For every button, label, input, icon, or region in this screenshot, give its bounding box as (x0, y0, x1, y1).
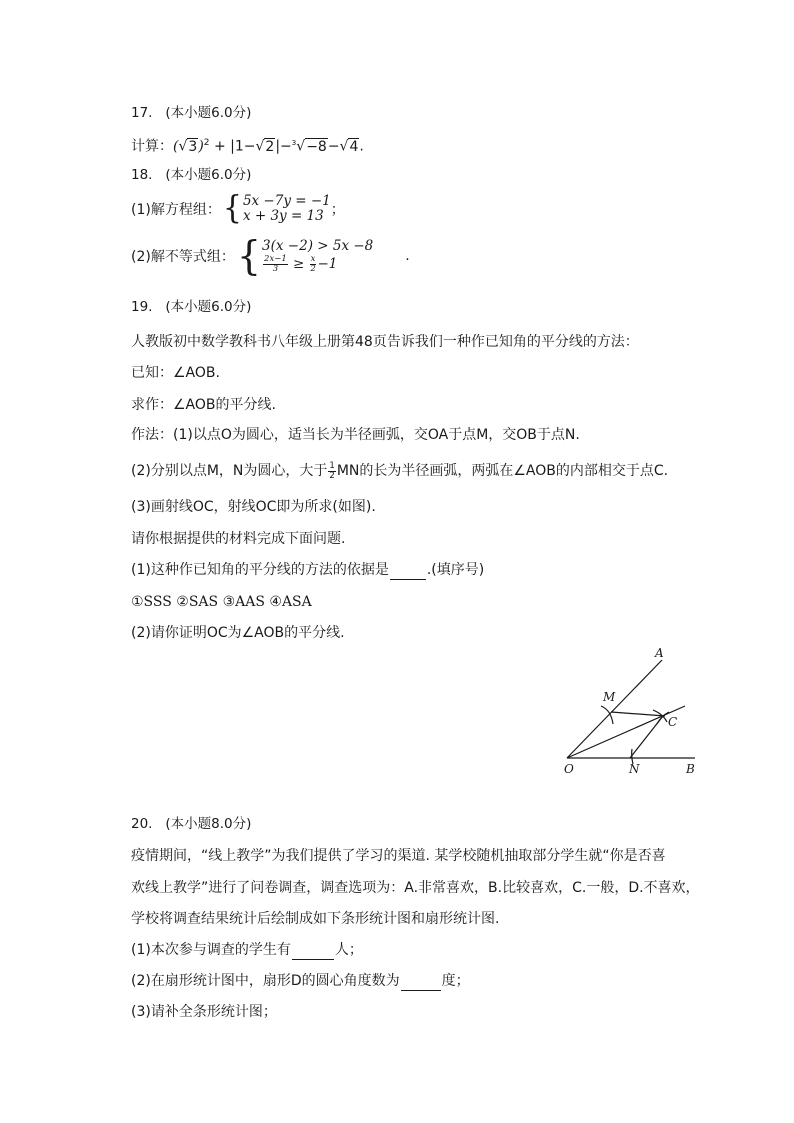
left-brace: { (222, 190, 242, 227)
q18-part1: (1)解方程组： { 5x −7y = −1 x + 3y = 13 ； (131, 190, 345, 227)
label-c: C (668, 715, 678, 729)
q18-eq1: 5x −7y = −1 (242, 193, 331, 209)
q19-known: 已知：∠AOB. (131, 365, 220, 381)
left-brace: { (236, 232, 262, 279)
q20-sub3: (3)请补全条形统计图； (131, 1004, 277, 1020)
q19-sub1: (1)这种作已知角的平分线的方法的依据是 .(填序号) (131, 562, 485, 578)
label-n: N (629, 762, 640, 776)
q18-ineq2: $\frac{2x-1}{3}$ ≥ $\frac{x}{2}$ −1 (264, 254, 338, 274)
q19-goal: 求作：∠AOB的平分线. (131, 397, 276, 413)
label-b: B (686, 762, 695, 776)
q19-header: 19. (本小题6.0分) (131, 299, 252, 315)
answer-blank[interactable] (401, 975, 441, 991)
ray-oc (567, 706, 685, 758)
q18-part2: (2)解不等式组： { 3(x −2) > 5x −8 $\frac{2x-1}{3}$ ≥ $\frac{x}{2}$ −1 . (131, 232, 410, 279)
q19-prompt: 请你根据提供的材料完成下面问题. (131, 531, 346, 547)
label-m: M (603, 690, 616, 704)
label-o: O (564, 762, 574, 776)
q17-expression: 计算：$(√3)^2 + |1-√2|-^3√-8-√4$. (131, 138, 364, 155)
q18-header: 18. (本小题6.0分) (131, 167, 252, 183)
q19-sub2: (2)请你证明OC为∠AOB的平分线. (131, 625, 345, 641)
answer-blank[interactable] (292, 944, 334, 960)
segment-mc (611, 712, 665, 716)
q20-header: 20. (本小题8.0分) (131, 816, 252, 832)
q20-sub1: (1)本次参与调查的学生有 人； (131, 942, 363, 958)
q20-para2: 欢线上教学”进行了问卷调查，调查选项为：A.非常喜欢，B.比较喜欢，C.一般，D.不喜欢， (131, 880, 700, 896)
ray-oa (567, 660, 662, 758)
answer-blank[interactable] (390, 564, 426, 580)
q19-intro: 人教版初中数学教科书八年级上册第48页告诉我们一种作已知角的平分线的方法： (131, 334, 639, 350)
q19-options: ①SSS ②SAS ③AAS ④ASA (131, 594, 312, 610)
q19-step3: (3)画射线OC，射线OC即为所求(如图). (131, 499, 376, 515)
q20-para3: 学校将调查结果统计后绘制成如下条形统计图和扇形统计图. (131, 911, 500, 927)
q18-eq2: x + 3y = 13 (242, 208, 324, 224)
q19-step2: (2)分别以点M，N为圆心，大于 $\frac{1}{2}$ MN的长为半径画弧，两弧在∠AOB的内部相交于点C. (131, 460, 669, 481)
angle-bisector-figure (555, 642, 745, 782)
q17-header: 17. (本小题6.0分) (131, 105, 252, 121)
label-a: A (655, 646, 664, 660)
q18-ineq1: 3(x −2) > 5x −8 (262, 238, 374, 254)
q20-para1: 疫情期间，“线上教学”为我们提供了学习的渠道. 某学校随机抽取部分学生就“你是否喜 (131, 848, 666, 864)
q19-step1: 作法：(1)以点O为圆心，适当长为半径画弧，交OA于点M，交OB于点N. (131, 427, 580, 443)
q20-sub2: (2)在扇形统计图中，扇形D的圆心角度数为 度； (131, 973, 470, 989)
